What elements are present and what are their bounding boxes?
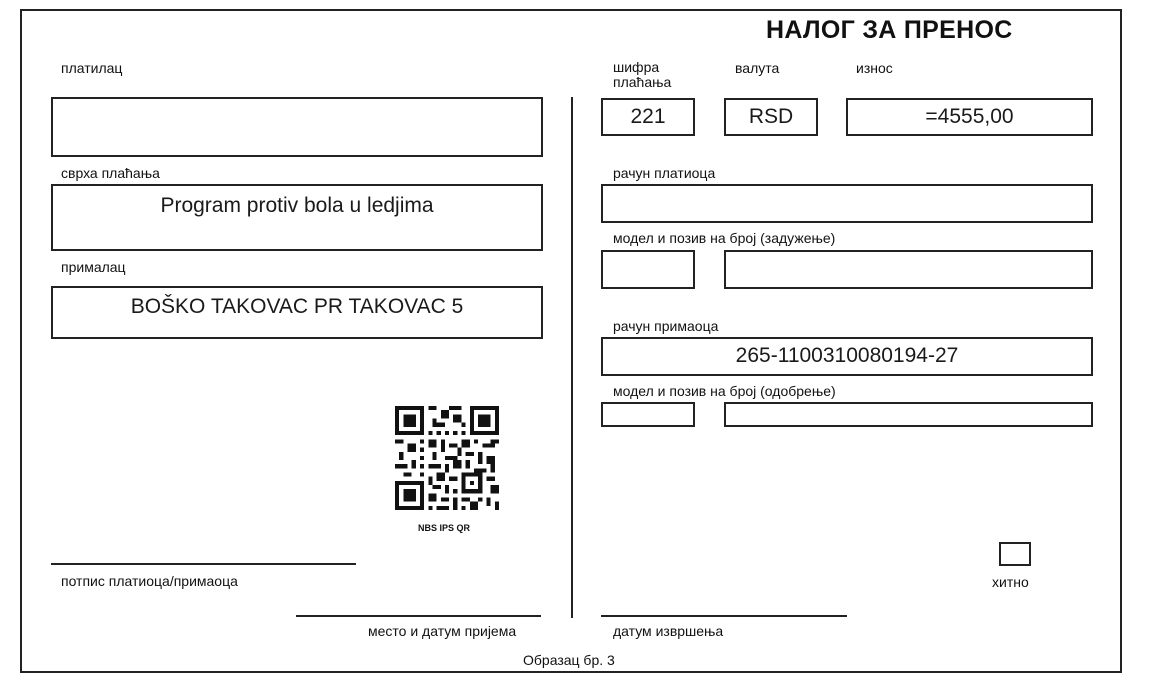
signature-line (51, 563, 356, 565)
purpose-label: сврха плаћања (61, 165, 160, 181)
currency-field[interactable]: RSD (724, 98, 818, 136)
column-divider (571, 97, 573, 618)
currency-label: валута (735, 60, 780, 76)
credit-model-label: модел и позив на број (одобрење) (613, 383, 836, 399)
recipient-field[interactable]: BOŠKO TAKOVAC PR TAKOVAC 5 (51, 286, 543, 339)
credit-reference-field[interactable] (724, 402, 1093, 427)
place-date-line (296, 615, 541, 617)
place-date-label: место и датум пријема (368, 623, 517, 639)
qr-code (395, 406, 499, 510)
credit-model-field[interactable] (601, 402, 695, 427)
recipient-label: прималац (61, 259, 126, 275)
payer-account-label: рачун платиоца (613, 165, 716, 181)
purpose-field[interactable]: Program protiv bola u ledjima (51, 184, 543, 251)
urgent-label: хитно (992, 574, 1029, 590)
recipient-account-field[interactable]: 265-1100310080194-27 (601, 337, 1093, 376)
recipient-account-label: рачун примаоца (613, 318, 719, 334)
signature-label: потпис платиоца/примаоца (61, 573, 238, 589)
debit-model-label: модел и позив на број (задужење) (613, 230, 836, 246)
urgent-checkbox[interactable] (999, 542, 1031, 566)
amount-field[interactable]: =4555,00 (846, 98, 1093, 136)
payer-field[interactable] (51, 97, 543, 157)
qr-label: NBS IPS QR (418, 523, 471, 533)
payer-account-field[interactable] (601, 184, 1093, 223)
payment-code-field[interactable]: 221 (601, 98, 695, 136)
payer-label: платилац (61, 60, 123, 76)
execution-date-line (601, 615, 847, 617)
debit-model-field[interactable] (601, 250, 695, 289)
form-number: Образац бр. 3 (523, 652, 615, 668)
payment-code-label: шифра плаћања (613, 59, 672, 90)
form-title: НАЛОГ ЗА ПРЕНОС (766, 16, 1013, 44)
execution-date-label: датум извршења (613, 623, 724, 639)
debit-reference-field[interactable] (724, 250, 1093, 289)
amount-label: износ (856, 60, 893, 76)
